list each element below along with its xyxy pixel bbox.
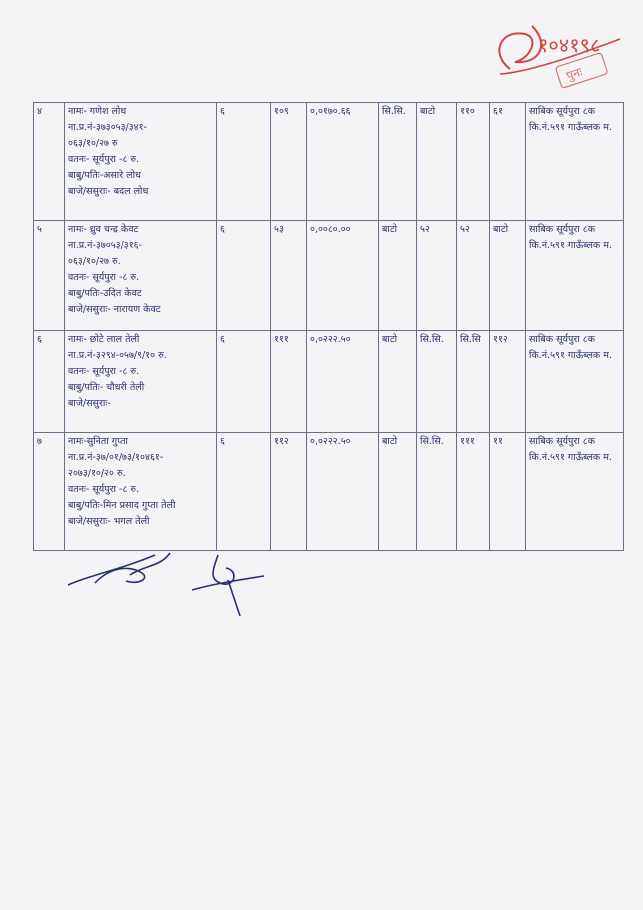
table-row	[34, 433, 624, 551]
owner-details-cell	[65, 103, 217, 221]
value-cell: बाटो	[379, 331, 417, 433]
owner-detail-line: बाजे/ससुराः-	[68, 398, 111, 409]
value-cell: ११०	[457, 103, 490, 221]
value-cell: ०,००८०.००	[307, 221, 379, 331]
value-cell: ११२	[490, 331, 526, 433]
remark-cell	[526, 331, 624, 433]
serial-number-cell: ४	[34, 103, 65, 221]
owner-detail-line: नामः- छोटे लाल तेली	[68, 334, 140, 345]
signature-right	[188, 550, 268, 620]
owner-detail-line: बाजे/ससुराः- नारायण केवट	[68, 304, 161, 315]
owner-detail-line: नामः- ध्रुव चन्द्र केवट	[68, 224, 139, 235]
svg-text:पुनः: पुनः	[564, 64, 584, 83]
owner-detail-line: वतनः- सूर्यपुरा -८ रु.	[68, 484, 140, 495]
value-cell: ६	[217, 103, 271, 221]
value-cell: १११	[457, 433, 490, 551]
value-cell: बाटो	[379, 221, 417, 331]
value-cell: सि.सि.	[379, 103, 417, 221]
value-cell: ६	[217, 433, 271, 551]
owner-detail-line: बाबु/पतिः-मिन प्रसाद गुप्ता तेली	[68, 500, 176, 511]
owner-detail-line: ना.प्र.नं-३७/०१/७३/१०४६१-	[68, 452, 164, 463]
owner-details-cell	[65, 331, 217, 433]
remark-text: साबिक सूर्यपुरा ८क कि.नं.५९१ गाऊँब्लक म.	[529, 334, 612, 361]
remark-text: साबिक सूर्यपुरा ८क कि.नं.५९१ गाऊँब्लक म.	[529, 224, 612, 251]
owner-detail-line: २०७३/१०/२० रु.	[68, 468, 126, 479]
owner-detail-line: बाबु/पतिः-असारे लोध	[68, 170, 141, 181]
table-row	[34, 103, 624, 221]
value-cell: ०,०१७०.६६	[307, 103, 379, 221]
value-cell: ५३	[271, 221, 307, 331]
value-cell: बाटो	[379, 433, 417, 551]
value-cell: ६	[217, 331, 271, 433]
value-cell: ५२	[457, 221, 490, 331]
owner-detail-line: बाबु/पतिः- चौधरी तेली	[68, 382, 145, 393]
owner-detail-line: वतनः- सूर्यपुरा -८ रु.	[68, 272, 140, 283]
owner-detail-line: ना.प्र.नं-३७०५३/३१६-	[68, 240, 143, 251]
remark-text: साबिक सूर्यपुरा ८क कि.नं.५९१ गाऊँब्लक म.	[529, 106, 612, 133]
owner-details-cell	[65, 433, 217, 551]
value-cell: सि.सि.	[417, 331, 457, 433]
handwritten-stamp	[470, 14, 640, 94]
serial-number-cell: ६	[34, 331, 65, 433]
value-cell: ०,०२२२.५०	[307, 331, 379, 433]
remark-cell	[526, 103, 624, 221]
table-row	[34, 331, 624, 433]
owner-detail-line: बाजे/ससुराः- भगल तेली	[68, 516, 150, 527]
land-records-table	[33, 102, 624, 551]
svg-text:१०४१९८: १०४१९८	[538, 33, 601, 57]
owner-detail-line: नामः- गणेश लोध	[68, 106, 127, 117]
value-cell: ०,०२२२.५०	[307, 433, 379, 551]
owner-detail-line: ना.प्र.नं-३७३०५३/३४१-	[68, 122, 147, 133]
owner-detail-line: ०६३/१०/२७ रु.	[68, 256, 121, 267]
value-cell: बाटो	[490, 221, 526, 331]
owner-detail-line: ०६३/१०/२७ रु	[68, 138, 118, 149]
table-row	[34, 221, 624, 331]
signature-left	[60, 545, 180, 595]
value-cell: १०९	[271, 103, 307, 221]
serial-number-cell: ५	[34, 221, 65, 331]
value-cell: ६	[217, 221, 271, 331]
value-cell: सि.सि	[457, 331, 490, 433]
owner-detail-line: वतनः- सूर्यपुरा -८ रु.	[68, 366, 140, 377]
value-cell: १११	[271, 331, 307, 433]
value-cell: ११२	[271, 433, 307, 551]
remark-cell	[526, 433, 624, 551]
owner-details-cell	[65, 221, 217, 331]
owner-detail-line: नामः-सुनिता गुप्ता	[68, 436, 128, 447]
value-cell: सि.सि.	[417, 433, 457, 551]
owner-detail-line: बाबु/पतिः-उदित केवट	[68, 288, 142, 299]
remark-cell	[526, 221, 624, 331]
value-cell: बाटो	[417, 103, 457, 221]
remark-text: साबिक सूर्यपुरा ८क कि.नं.५९१ गाऊँब्लक म.	[529, 436, 612, 463]
value-cell: ५२	[417, 221, 457, 331]
value-cell: ६१	[490, 103, 526, 221]
owner-detail-line: बाजे/ससुराः- बदल लोध	[68, 186, 149, 197]
value-cell: ११	[490, 433, 526, 551]
owner-detail-line: वतनः- सूर्यपुरा -८ रु.	[68, 154, 140, 165]
owner-detail-line: ना.प्र.नं-३२९४-०५७/९/१० रु.	[68, 350, 167, 361]
serial-number-cell: ७	[34, 433, 65, 551]
